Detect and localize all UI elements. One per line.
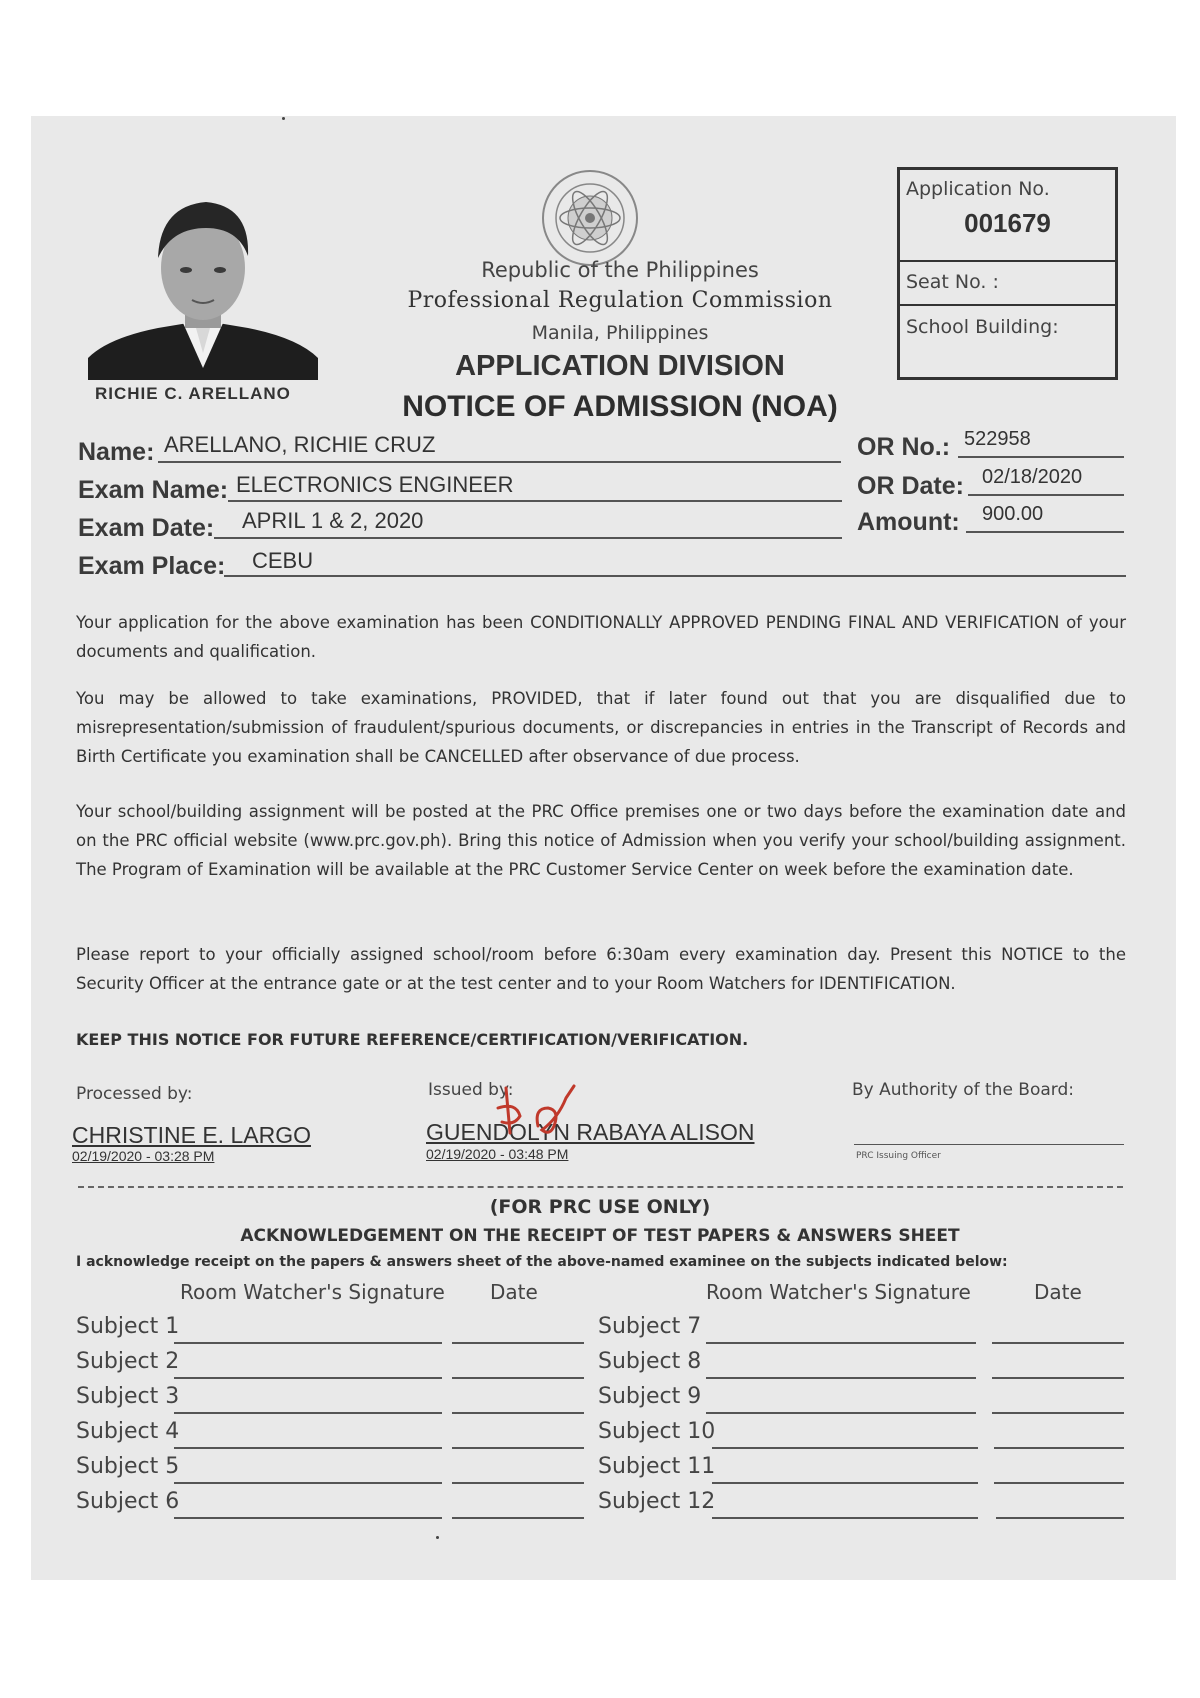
school-building-cell: [900, 306, 1115, 376]
exam-name-value: ELECTRONICS ENGINEER: [236, 472, 514, 497]
subject-label: Subject 8: [598, 1349, 702, 1374]
processed-by-label: Processed by:: [76, 1084, 193, 1104]
watcher-signature-line: [706, 1377, 976, 1379]
date-line: [452, 1482, 584, 1484]
issued-by-label: Issued by:: [428, 1080, 514, 1100]
issued-by-name: GUENDOLYN RABAYA ALISON: [426, 1119, 755, 1145]
date-line: [452, 1377, 584, 1379]
watcher-signature-line: [712, 1482, 978, 1484]
commission-text: Professional Regulation Commission: [407, 288, 833, 313]
processed-by-name: CHRISTINE E. LARGO: [72, 1122, 311, 1148]
subject-label: Subject 1: [76, 1314, 180, 1339]
issued-by-date: 02/19/2020 - 03:48 PM: [426, 1146, 569, 1162]
application-no-value: 001679: [964, 208, 1051, 238]
amount-label: Amount:: [857, 508, 960, 536]
application-box: [897, 167, 1118, 380]
photo-caption: RICHIE C. ARELLANO: [95, 384, 291, 403]
watcher-signature-line: [712, 1517, 978, 1519]
handwritten-signature: [488, 1078, 618, 1158]
application-no-label: Application No.: [906, 178, 1050, 200]
exam-name-label: Exam Name:: [78, 476, 229, 504]
watcher-signature-line: [174, 1412, 442, 1414]
scan-speck: [282, 117, 285, 120]
amount-value: 900.00: [982, 503, 1044, 525]
exam-place-label: Exam Place:: [78, 552, 226, 580]
watcher-signature-line: [174, 1342, 442, 1344]
subject-label: Subject 11: [598, 1454, 716, 1479]
processed-by-date: 02/19/2020 - 03:28 PM: [72, 1148, 215, 1164]
amount-line: [966, 531, 1124, 533]
subject-label: Subject 7: [598, 1314, 702, 1339]
scan-speck: [436, 1536, 439, 1539]
right-signature-header: Room Watcher's Signature: [706, 1280, 971, 1304]
subject-label: Subject 5: [76, 1454, 180, 1479]
date-line: [992, 1342, 1124, 1344]
prc-seal-icon: [540, 168, 640, 268]
subject-label: Subject 2: [76, 1349, 180, 1374]
date-line: [452, 1447, 584, 1449]
application-no-cell: [900, 170, 1115, 262]
right-date-header: Date: [1034, 1280, 1082, 1304]
seat-no-label: Seat No. :: [906, 271, 999, 293]
division-title: APPLICATION DIVISION: [455, 350, 785, 382]
exam-name-line: [228, 500, 842, 502]
subject-label: Subject 12: [598, 1489, 716, 1514]
date-line: [994, 1482, 1124, 1484]
authority-label: By Authority of the Board:: [852, 1080, 1074, 1100]
or-date-line: [968, 494, 1124, 496]
exam-place-value: CEBU: [252, 548, 314, 573]
date-line: [452, 1412, 584, 1414]
prc-use-title: (FOR PRC USE ONLY): [489, 1196, 711, 1218]
watcher-signature-line: [174, 1447, 442, 1449]
name-label: Name:: [78, 438, 155, 466]
date-line: [452, 1342, 584, 1344]
page-title: NOTICE OF ADMISSION (NOA): [402, 390, 838, 423]
name-value: ARELLANO, RICHIE CRUZ: [164, 432, 436, 457]
or-no-label: OR No.:: [857, 433, 951, 461]
subject-label: Subject 4: [76, 1419, 180, 1444]
left-date-header: Date: [490, 1280, 538, 1304]
exam-date-line: [214, 537, 842, 539]
name-line: [158, 461, 841, 463]
watcher-signature-line: [706, 1342, 976, 1344]
date-line: [994, 1447, 1124, 1449]
acknowledgement-text: I acknowledge receipt on the papers & answers sheet of the above-named examinee on the subjects indicated below:: [76, 1254, 1008, 1270]
date-line: [452, 1517, 584, 1519]
applicant-photo: [88, 188, 318, 380]
paragraph-reporting: Please report to your officially assigned school/room before 6:30am every examination day. Present this NOTICE to the Security Officer at the entrance gate or at the test center and to your Room Watchers for IDENTIFICATION.: [76, 945, 1126, 993]
subject-label: Subject 9: [598, 1384, 702, 1409]
city-text: Manila, Philippines: [531, 322, 709, 344]
acknowledgement-title: ACKNOWLEDGEMENT ON THE RECEIPT OF TEST PAPERS & ANSWERS SHEET: [240, 1226, 960, 1246]
watcher-signature-line: [174, 1482, 442, 1484]
keep-notice: KEEP THIS NOTICE FOR FUTURE REFERENCE/CERTIFICATION/VERIFICATION.: [76, 1030, 749, 1049]
left-signature-header: Room Watcher's Signature: [180, 1280, 445, 1304]
date-line: [996, 1517, 1124, 1519]
watcher-signature-line: [174, 1517, 442, 1519]
or-date-label: OR Date:: [857, 472, 964, 500]
authority-signature-line: [854, 1144, 1124, 1145]
school-building-label: School Building:: [906, 316, 1059, 338]
issuing-officer-label: PRC Issuing Officer: [856, 1151, 941, 1161]
date-line: [992, 1377, 1124, 1379]
exam-place-line: [224, 575, 1126, 577]
exam-date-label: Exam Date:: [78, 514, 215, 542]
watcher-signature-line: [706, 1412, 976, 1414]
cut-line: [78, 1186, 1123, 1188]
or-no-value: 522958: [964, 428, 1031, 450]
subject-label: Subject 3: [76, 1384, 180, 1409]
paragraph-disqualification: You may be allowed to take examinations, PROVIDED, that if later found out that you are disqualified due to misrepresentation/submission of fraudulent/spurious documents, or discrepancies in entries in the Transcript of Records and Birth Certificate you examination shall be CANCELLED after observance of due process.: [76, 689, 1126, 766]
paragraph-approval: Your application for the above examination has been CONDITIONALLY APPROVED PENDING FINAL AND VERIFICATION of your documents and qualification.: [76, 613, 1126, 661]
exam-date-value: APRIL 1 & 2, 2020: [242, 508, 424, 533]
republic-text: Republic of the Philippines: [481, 258, 759, 282]
paragraph-assignment: Your school/building assignment will be posted at the PRC Office premises one or two days before the examination date and on the PRC official website (www.prc.gov.ph). Bring this notice of Admission when you verify your school/building assignment. The Program of Examination will be available at the PRC Customer Service Center on week before the examination date.: [76, 802, 1126, 879]
subject-label: Subject 10: [598, 1419, 716, 1444]
or-no-line: [958, 456, 1124, 458]
watcher-signature-line: [174, 1377, 442, 1379]
subject-label: Subject 6: [76, 1489, 180, 1514]
date-line: [992, 1412, 1124, 1414]
or-date-value: 02/18/2020: [982, 466, 1083, 488]
seat-no-cell: [900, 262, 1115, 306]
watcher-signature-line: [712, 1447, 978, 1449]
